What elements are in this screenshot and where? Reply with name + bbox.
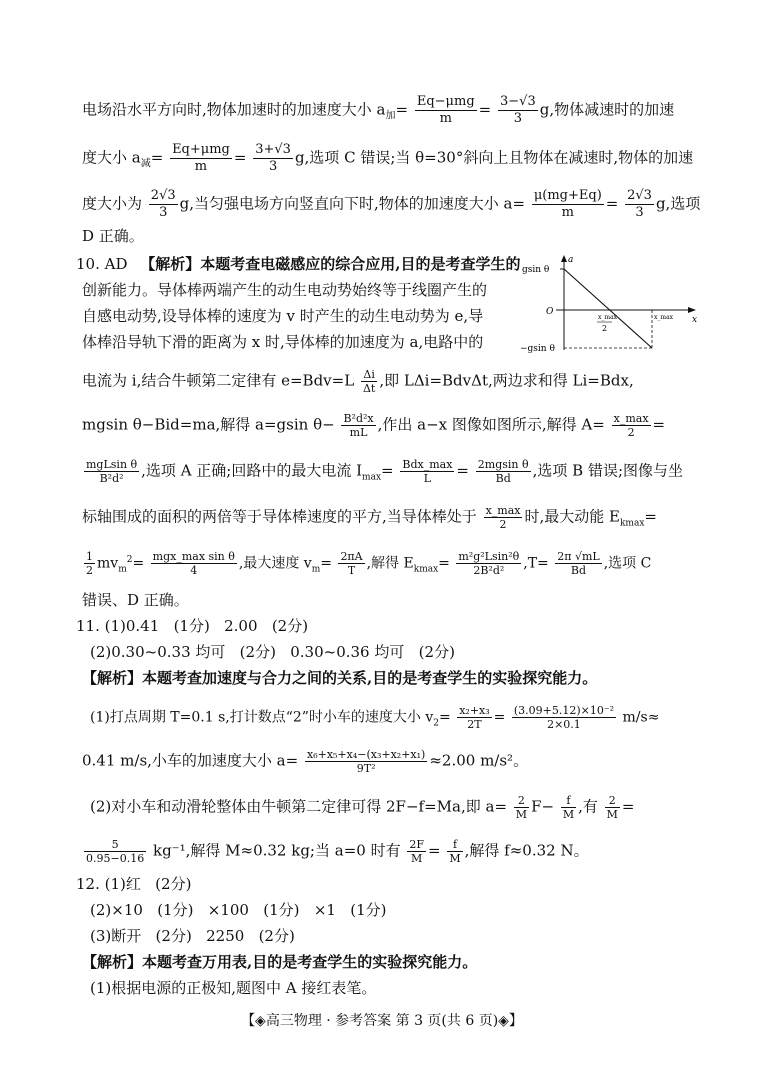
- text-segment: =: [621, 797, 635, 816]
- fraction: [407, 838, 426, 865]
- numerator: Eq+μmg: [172, 142, 230, 157]
- text-segment: =: [478, 100, 492, 119]
- fraction: [484, 504, 523, 531]
- x-axis-label: x: [692, 315, 698, 325]
- fraction: [170, 142, 232, 175]
- text-segment: g,选项: [655, 194, 701, 213]
- mid-label-den: 2: [602, 324, 608, 333]
- fraction: [561, 794, 576, 821]
- fraction: [84, 458, 139, 485]
- text-line: [90, 704, 659, 733]
- denominator: M: [515, 808, 528, 821]
- text-line: [90, 794, 635, 821]
- numerator: 2F: [409, 838, 424, 851]
- text-segment: (3)断开 (2分) 2250 (2分): [90, 927, 295, 945]
- denominator: 2T: [467, 718, 482, 731]
- numerator: m²g²Lsin²θ: [458, 550, 520, 564]
- fraction: [338, 550, 364, 577]
- numerator: 5: [84, 838, 146, 852]
- page-footer: [0, 1010, 764, 1030]
- y-bottom-label: −gsin θ: [520, 344, 555, 354]
- text-line: [82, 368, 634, 395]
- end-label: x_max: [654, 314, 674, 321]
- text-segment: ,最大速度 v: [238, 555, 312, 572]
- text-segment: (1)根据电源的正极知,题图中 A 接红表笔。: [90, 979, 377, 997]
- denominator: Bd: [495, 472, 511, 485]
- subscript: kmax: [619, 518, 645, 529]
- numerator: (3.09+5.12)×10⁻²: [513, 704, 615, 717]
- text-segment: F−: [531, 797, 555, 816]
- superscript: 2: [126, 555, 133, 565]
- numerator: 2mgsin θ: [477, 458, 529, 471]
- mid-label-num: x_max: [598, 314, 618, 321]
- text-segment: mgsin θ−Bid=ma,解得 a=gsin θ−: [82, 415, 335, 434]
- fraction: [84, 550, 95, 577]
- text-line: [90, 900, 386, 920]
- text-segment: ≈2.00 m/s²。: [429, 751, 529, 770]
- denominator: 0.95−0.16: [86, 852, 145, 865]
- text-segment: =: [395, 100, 409, 119]
- denominator: 2: [86, 564, 93, 578]
- fraction: [625, 188, 654, 221]
- fraction: [498, 94, 538, 127]
- text-segment: =: [428, 841, 441, 860]
- fraction: [514, 794, 529, 821]
- text-segment: D 正确。: [82, 227, 144, 245]
- text-segment: mv: [97, 555, 119, 572]
- text-segment: =: [438, 555, 450, 572]
- fraction: [612, 412, 651, 439]
- numerator: B²d²x: [343, 412, 374, 425]
- graph-line: [564, 269, 652, 348]
- fraction: [532, 188, 604, 221]
- text-segment: 标轴围成的面积的两倍等于导体棒速度的平方,当导体棒处于: [82, 507, 477, 526]
- numerator: 1: [86, 550, 93, 564]
- subscript: max: [362, 472, 382, 483]
- text-segment: =: [132, 555, 145, 572]
- text-segment: 自感电动势,设导体棒的速度为 v 时产生的动生电动势为 e,导: [82, 307, 484, 325]
- fraction: [305, 748, 427, 775]
- denominator: m: [439, 111, 452, 126]
- fraction: [361, 368, 377, 395]
- denominator: 2×0.1: [547, 718, 581, 731]
- text-segment: m/s≈: [622, 709, 660, 726]
- numerator: 3−√3: [500, 94, 536, 109]
- numerator: Δi: [361, 368, 377, 382]
- fraction: [253, 142, 293, 175]
- fraction: [512, 704, 616, 731]
- subscript: 减: [140, 158, 151, 170]
- text-segment: 12. (1)红 (2分): [76, 875, 192, 893]
- fraction: [341, 412, 375, 439]
- numerator: mgx_max sin θ: [152, 550, 235, 564]
- numerator: x₆+x₅+x₄−(x₃+x₂+x₁): [306, 748, 426, 761]
- text-segment: 11. (1)0.41 (1分) 2.00 (2分): [76, 617, 309, 635]
- text-segment: ,即 LΔi=BdvΔt,两边求和得 Li=Bdx,: [379, 371, 634, 390]
- text-segment: 0.41 m/s,小车的加速度大小 a=: [82, 751, 299, 770]
- denominator: M: [411, 852, 423, 865]
- numerator: 2√3: [150, 188, 176, 203]
- text-line-3: 度大小为 $\frac{2√3}{3}$ g,当匀强电场方向竖直向下时,物体的加速度大小 a= $\frac{\mu(mg+Eq)}{m}$ = $\frac{2√3}{3}$ g,选项: [82, 188, 701, 220]
- text-line-4: [82, 226, 144, 246]
- denominator: M: [449, 852, 461, 865]
- numerator: μ(mg+Eq): [533, 188, 602, 203]
- subscript: 加: [385, 110, 396, 122]
- text-segment: 度大小为: [82, 194, 143, 213]
- a-x-graph: [520, 252, 700, 354]
- numerator: f: [561, 794, 576, 808]
- text-segment: ,选项 C: [603, 555, 652, 572]
- text-segment: =: [320, 555, 332, 572]
- fraction: [457, 704, 491, 731]
- text-segment: (2)对小车和动滑轮整体由牛顿第二定律可得 2F−f=Ma,即 a=: [90, 797, 508, 816]
- numerator: 2√3: [627, 188, 652, 203]
- denominator: 3: [635, 205, 644, 220]
- text-segment: 【解析】本题考查万用表,目的是考查学生的实验探究能力。: [82, 953, 478, 971]
- subscript: kmax: [413, 564, 439, 575]
- denominator: L: [423, 472, 432, 485]
- footer-text: 【◈高三物理 · 参考答案 第 3 页(共 6 页)◈】: [241, 1013, 523, 1029]
- text-segment: =: [644, 507, 657, 526]
- fraction: [149, 188, 178, 221]
- text-segment: 错误、D 正确。: [82, 591, 189, 609]
- text-segment: ,作出 a−x 图像如图所示,解得 A=: [377, 415, 605, 434]
- text-line: [90, 642, 455, 662]
- fraction: [447, 838, 462, 865]
- text-segment: g,选项 C 错误;当 θ=30°斜向上且物体在减速时,物体的加速: [294, 148, 694, 167]
- text-segment: (1)打点周期 T=0.1 s,打计数点“2”时小车的速度大小 v: [90, 709, 434, 726]
- fraction: [456, 550, 521, 577]
- text-line: [76, 874, 191, 894]
- origin-label: O: [546, 307, 554, 317]
- denominator: Δt: [362, 382, 376, 395]
- denominator: 2B²d²: [473, 564, 505, 578]
- denominator: 3: [268, 159, 278, 174]
- subscript: 2: [433, 718, 440, 729]
- fraction: [476, 458, 531, 485]
- text-segment: ,选项 A 正确;回路中的最大电流 I: [141, 461, 363, 480]
- text-line: [90, 978, 376, 998]
- text-segment: =: [381, 461, 394, 480]
- y-axis-arrow-icon: [561, 255, 567, 262]
- y-top-label: gsin θ: [522, 265, 550, 275]
- text-segment: 【解析】本题考查加速度与合力之间的关系,目的是考查学生的实验探究能力。: [82, 669, 598, 687]
- text-segment: ,解得 E: [366, 555, 414, 572]
- text-line: [82, 458, 683, 488]
- text-segment: kg⁻¹,解得 M≈0.32 kg;当 a=0 时有: [152, 841, 401, 860]
- text-line: [82, 306, 483, 326]
- numerator: x_max: [485, 504, 521, 517]
- text-segment: 体棒沿导轨下滑的距离为 x 时,导体棒的加速度为 a,电路中的: [82, 333, 484, 351]
- text-line: [82, 550, 651, 579]
- denominator: m: [194, 159, 208, 174]
- denominator: 2: [627, 426, 635, 439]
- text-segment: g,物体减速时的加速: [539, 100, 675, 119]
- text-segment: (2)×10 (1分) ×100 (1分) ×1 (1分): [90, 901, 387, 919]
- text-segment: =: [493, 709, 506, 726]
- text-segment: ,解得 f≈0.32 N。: [464, 841, 589, 860]
- numerator: x₂+x₃: [459, 704, 490, 717]
- analysis-heading: 【解析】本题考查电磁感应的综合应用,目的是考查学生的: [140, 255, 521, 273]
- text-segment: 电场沿水平方向时,物体加速时的加速度大小 a: [82, 100, 386, 119]
- subscript: m: [311, 564, 321, 575]
- denominator: B²d²: [99, 472, 124, 485]
- text-line: [76, 616, 308, 636]
- text-line: [82, 280, 487, 300]
- numerator: x_max: [613, 412, 649, 425]
- text-line: [82, 412, 665, 439]
- denominator: Bd: [570, 564, 587, 578]
- text-line: [82, 590, 189, 610]
- text-segment: 电流为 i,结合牛顿第二定律有 e=Bdv=L: [82, 371, 355, 390]
- text-segment: ,选项 B 错误;图像与坐: [532, 461, 684, 480]
- denominator: 4: [190, 564, 198, 578]
- text-segment: =: [456, 461, 469, 480]
- numerator: 2π √mL: [557, 550, 600, 564]
- denominator: 3: [513, 111, 523, 126]
- q10-header: [76, 254, 521, 274]
- text-segment: ,有: [578, 797, 598, 816]
- q11-analysis-heading: [82, 668, 597, 688]
- subscript: m: [118, 564, 127, 575]
- q12-analysis-heading: [82, 952, 477, 972]
- text-line-2: 度大小 $a_减=$ $\frac{\text{Eq+μmg}}{m}$ = $\frac{3+√3}{3}$ g,选项 C 错误;当 θ=30°斜向上且物体在减速时,物体的加速: [82, 142, 694, 174]
- text-segment: =: [652, 415, 666, 434]
- numerator: mgLsin θ: [86, 458, 138, 471]
- denominator: M: [606, 808, 618, 821]
- text-line-1: [82, 94, 674, 127]
- denominator: 9T²: [356, 762, 376, 775]
- text-segment: g,当匀强电场方向竖直向下时,物体的加速度大小 a=: [179, 194, 526, 213]
- text-segment: ,T=: [523, 555, 549, 572]
- denominator: M: [562, 808, 575, 821]
- numerator: 2: [605, 794, 620, 808]
- numerator: 3+√3: [255, 142, 291, 157]
- denominator: mL: [349, 426, 368, 439]
- text-segment: (2)0.30~0.33 均可 (2分) 0.30~0.36 均可 (2分): [90, 643, 455, 661]
- numerator: 2: [514, 794, 529, 808]
- fraction: [555, 550, 601, 577]
- text-line: [82, 332, 483, 352]
- question-number: 10. AD: [76, 255, 128, 273]
- text-line: [82, 838, 589, 865]
- text-line: [90, 926, 295, 946]
- denominator: T: [347, 564, 356, 578]
- text-line: [82, 504, 657, 534]
- denominator: 3: [159, 205, 168, 220]
- numerator: Bdx_max: [402, 458, 453, 471]
- denominator: m: [561, 205, 574, 220]
- x-axis-arrow-icon: [688, 307, 696, 313]
- fraction: [605, 794, 620, 821]
- fraction: [151, 550, 237, 577]
- fraction: [415, 94, 477, 127]
- text-segment: 度大小 a: [82, 148, 141, 167]
- fraction: [400, 458, 454, 485]
- y-axis-label: a: [568, 255, 574, 265]
- fraction: [84, 838, 146, 865]
- text-segment: 创新能力。导体棒两端产生的动生电动势始终等于线圈产生的: [82, 281, 488, 299]
- text-segment: =: [439, 709, 451, 726]
- text-segment: 时,最大动能 E: [524, 507, 620, 526]
- text-line: [82, 748, 528, 775]
- numerator: 2πA: [340, 550, 363, 564]
- numerator: Eq−μmg: [416, 94, 475, 109]
- numerator: f: [447, 838, 462, 852]
- denominator: 2: [499, 518, 507, 531]
